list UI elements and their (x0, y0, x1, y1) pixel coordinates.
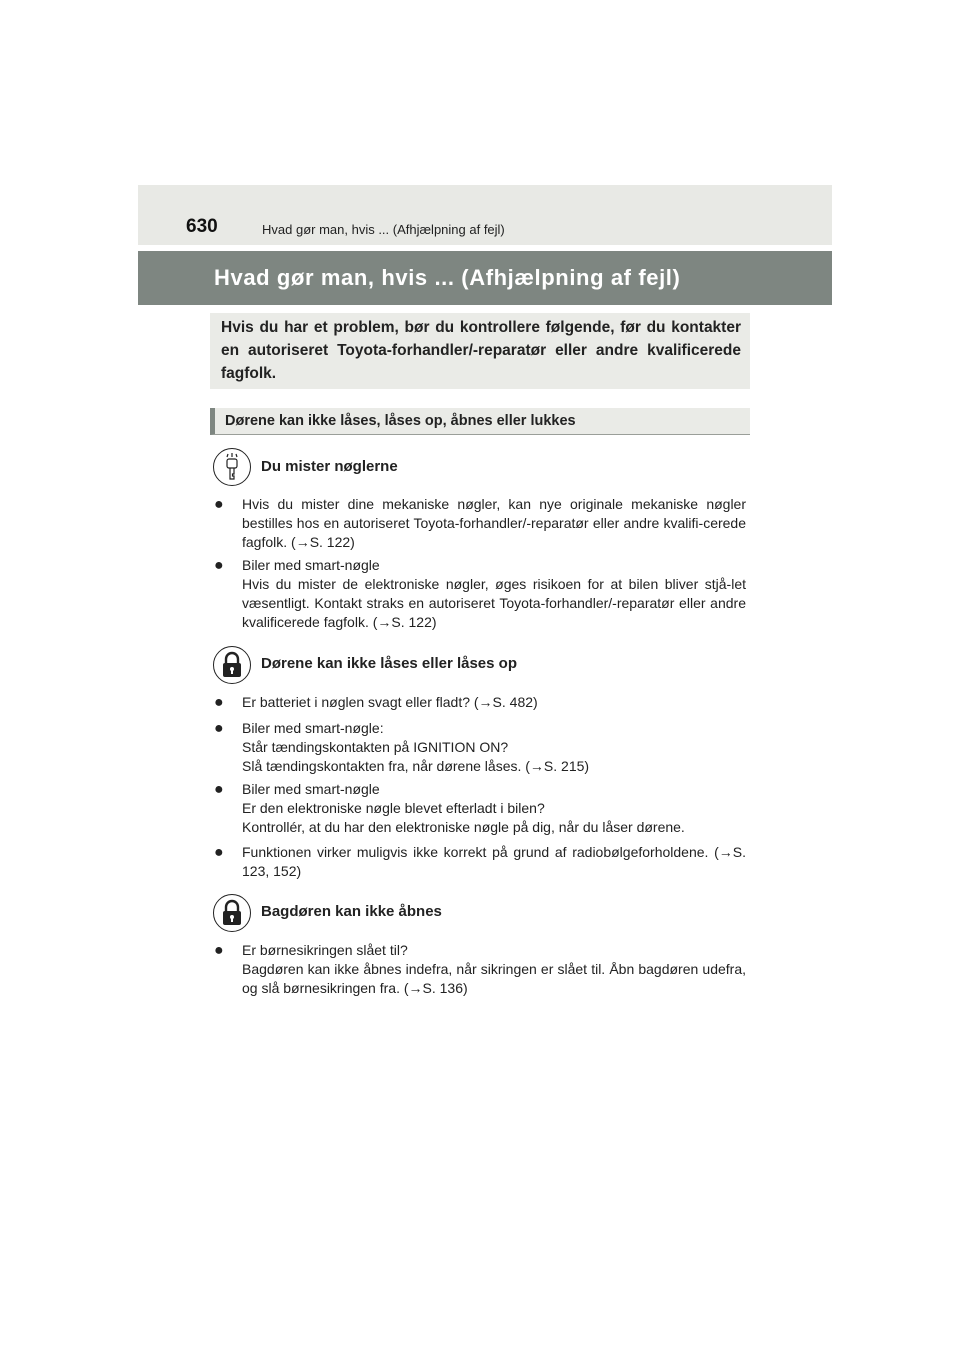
padlock-icon (213, 894, 251, 932)
section-heading (210, 408, 750, 435)
page-title: Hvad gør man, hvis ... (Afhjælpning af fejl) (214, 265, 681, 290)
section-heading-text: Dørene kan ikke låses, låses op, åbnes eller lukkes (225, 413, 576, 429)
page-number: 630 (186, 216, 218, 237)
list-item: ● Er batteriet i nøglen svagt eller fladt? (→S. 482) (214, 693, 746, 712)
sub-title-back-door: Bagdøren kan ikke åbnes (261, 903, 442, 920)
list-item: ● Hvis du mister dine mekaniske nøgler, kan nye originale mekaniske nøgler bestilles hos en autoriseret Toyota-forhandler/-reparatør eller andre kvalifi-cerede fagfolk. (→S. 122) (214, 495, 746, 552)
running-head: Hvad gør man, hvis ... (Afhjælpning af fejl) (262, 222, 505, 237)
list-item: ● Funktionen virker muligvis ikke korrekt på grund af radiobølgeforholdene. (→S. 123, 152) (214, 843, 746, 881)
sub-title-lost-keys: Du mister nøglerne (261, 458, 398, 475)
intro-text: Hvis du har et problem, bør du kontrollere følgende, før du kontakter en autoriseret Toyota-forhandler/-reparatør eller andre kvalificerede fagfolk. (221, 319, 741, 382)
list-item: ● Biler med smart-nøgle: Står tændingskontakten på IGNITION ON? Slå tændingskontakten fra, når dørene låses. (→S. 215) (214, 719, 746, 776)
list-item: ● Biler med smart-nøgle Hvis du mister de elektroniske nøgler, øges risikoen for at bilen bliver stjå-let væsentligt. Kontakt straks en autoriseret Toyota-forhandler/-reparatør eller andre kvalificerede fagfolk. (→S. 122) (214, 556, 746, 632)
list-item: ● Er børnesikringen slået til? Bagdøren kan ikke åbnes indefra, når sikringen er slået til. Åbn bagdøren udefra, og slå børnesikringen fra. (→S. 136) (214, 941, 746, 998)
list-item: ● Biler med smart-nøgle Er den elektroniske nøgle blevet efterladt i bilen? Kontrollér, at du har den elektroniske nøgle på dig, når du låser dørene. (214, 780, 746, 837)
sub-title-doors-lock: Dørene kan ikke låses eller låses op (261, 655, 517, 672)
padlock-icon (213, 646, 251, 684)
key-icon (213, 448, 251, 486)
